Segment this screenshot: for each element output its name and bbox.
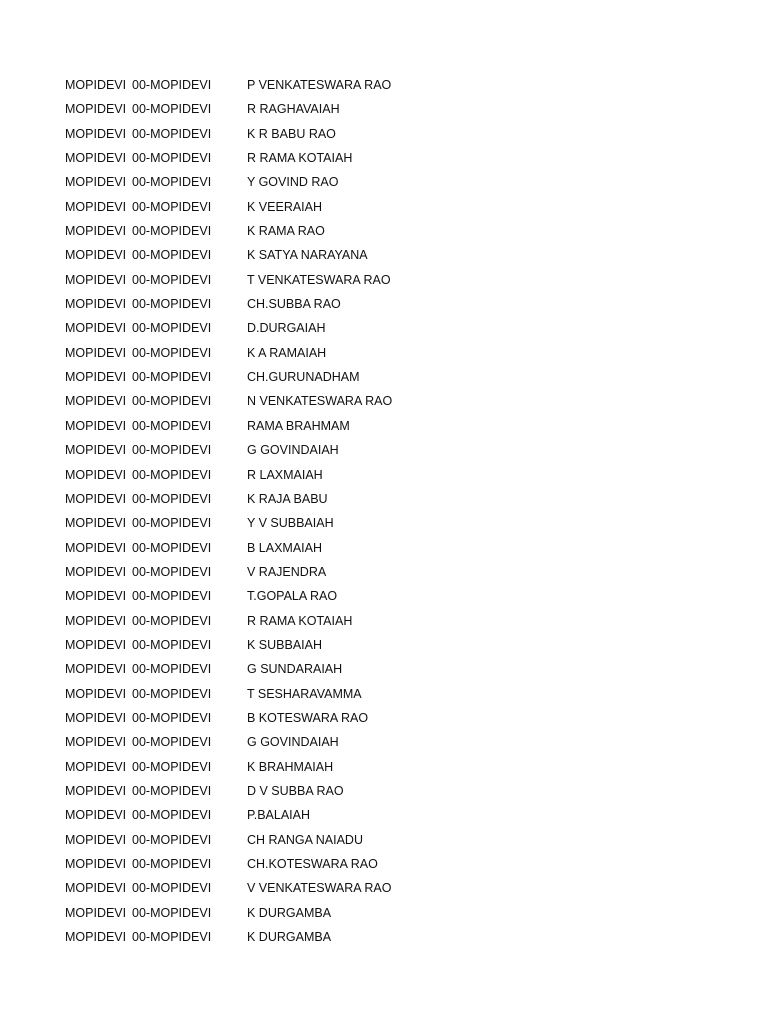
- list-item: [65, 513, 665, 537]
- list-item: [65, 927, 665, 951]
- person-name-cell: B LAXMAIAH: [247, 540, 323, 555]
- person-name-cell: R LAXMAIAH: [247, 467, 323, 482]
- list-item: [65, 294, 665, 318]
- list-item: [65, 586, 665, 610]
- village-cell: 00-MOPIDEVI: [132, 589, 212, 604]
- mandal-cell: MOPIDEVI: [65, 540, 127, 555]
- village-cell: 00-MOPIDEVI: [132, 905, 212, 920]
- person-name-cell: G GOVINDAIAH: [247, 735, 339, 750]
- mandal-cell: MOPIDEVI: [65, 443, 127, 458]
- village-cell: 00-MOPIDEVI: [132, 370, 212, 385]
- person-name-cell: R RAGHAVAIAH: [247, 102, 340, 117]
- mandal-cell: MOPIDEVI: [65, 710, 127, 725]
- mandal-cell: MOPIDEVI: [65, 564, 127, 579]
- person-name-cell: T SESHARAVAMMA: [247, 686, 362, 701]
- mandal-cell: MOPIDEVI: [65, 199, 127, 214]
- mandal-cell: MOPIDEVI: [65, 297, 127, 312]
- village-cell: 00-MOPIDEVI: [132, 224, 212, 239]
- list-item: [65, 99, 665, 123]
- village-cell: 00-MOPIDEVI: [132, 175, 212, 190]
- list-item: [65, 854, 665, 878]
- mandal-cell: MOPIDEVI: [65, 394, 127, 409]
- mandal-cell: MOPIDEVI: [65, 759, 127, 774]
- records-list: [65, 75, 665, 951]
- mandal-cell: MOPIDEVI: [65, 686, 127, 701]
- list-item: [65, 732, 665, 756]
- mandal-cell: MOPIDEVI: [65, 905, 127, 920]
- person-name-cell: K R BABU RAO: [247, 126, 336, 141]
- village-cell: 00-MOPIDEVI: [132, 564, 212, 579]
- list-item: [65, 562, 665, 586]
- list-item: [65, 805, 665, 829]
- village-cell: 00-MOPIDEVI: [132, 759, 212, 774]
- village-cell: 00-MOPIDEVI: [132, 808, 212, 823]
- list-item: [65, 124, 665, 148]
- village-cell: 00-MOPIDEVI: [132, 783, 212, 798]
- mandal-cell: MOPIDEVI: [65, 224, 127, 239]
- mandal-cell: MOPIDEVI: [65, 783, 127, 798]
- list-item: [65, 903, 665, 927]
- person-name-cell: K RAJA BABU: [247, 491, 328, 506]
- mandal-cell: MOPIDEVI: [65, 248, 127, 263]
- person-name-cell: K BRAHMAIAH: [247, 759, 334, 774]
- person-name-cell: CH RANGA NAIADU: [247, 832, 363, 847]
- village-cell: 00-MOPIDEVI: [132, 832, 212, 847]
- list-item: [65, 635, 665, 659]
- person-name-cell: G GOVINDAIAH: [247, 443, 339, 458]
- list-item: [65, 684, 665, 708]
- person-name-cell: K VEERAIAH: [247, 199, 323, 214]
- person-name-cell: K SUBBAIAH: [247, 637, 323, 652]
- person-name-cell: N VENKATESWARA RAO: [247, 394, 393, 409]
- list-item: [65, 416, 665, 440]
- village-cell: 00-MOPIDEVI: [132, 516, 212, 531]
- village-cell: 00-MOPIDEVI: [132, 248, 212, 263]
- village-cell: 00-MOPIDEVI: [132, 345, 212, 360]
- village-cell: 00-MOPIDEVI: [132, 321, 212, 336]
- village-cell: 00-MOPIDEVI: [132, 102, 212, 117]
- list-item: [65, 270, 665, 294]
- village-cell: 00-MOPIDEVI: [132, 930, 212, 945]
- person-name-cell: K A RAMAIAH: [247, 345, 327, 360]
- mandal-cell: MOPIDEVI: [65, 491, 127, 506]
- mandal-cell: MOPIDEVI: [65, 102, 127, 117]
- village-cell: 00-MOPIDEVI: [132, 297, 212, 312]
- person-name-cell: K DURGAMBA: [247, 905, 332, 920]
- list-item: [65, 148, 665, 172]
- village-cell: 00-MOPIDEVI: [132, 394, 212, 409]
- person-name-cell: R RAMA KOTAIAH: [247, 613, 353, 628]
- mandal-cell: MOPIDEVI: [65, 930, 127, 945]
- mandal-cell: MOPIDEVI: [65, 881, 127, 896]
- village-cell: 00-MOPIDEVI: [132, 662, 212, 677]
- list-item: [65, 343, 665, 367]
- person-name-cell: V RAJENDRA: [247, 564, 327, 579]
- mandal-cell: MOPIDEVI: [65, 345, 127, 360]
- village-cell: 00-MOPIDEVI: [132, 881, 212, 896]
- person-name-cell: RAMA BRAHMAM: [247, 418, 350, 433]
- person-name-cell: K DURGAMBA: [247, 930, 332, 945]
- person-name-cell: D V SUBBA RAO: [247, 783, 344, 798]
- mandal-cell: MOPIDEVI: [65, 637, 127, 652]
- mandal-cell: MOPIDEVI: [65, 516, 127, 531]
- mandal-cell: MOPIDEVI: [65, 370, 127, 385]
- person-name-cell: K RAMA RAO: [247, 224, 325, 239]
- mandal-cell: MOPIDEVI: [65, 467, 127, 482]
- list-item: [65, 172, 665, 196]
- village-cell: 00-MOPIDEVI: [132, 735, 212, 750]
- village-cell: 00-MOPIDEVI: [132, 710, 212, 725]
- village-cell: 00-MOPIDEVI: [132, 467, 212, 482]
- person-name-cell: R RAMA KOTAIAH: [247, 151, 353, 166]
- village-cell: 00-MOPIDEVI: [132, 540, 212, 555]
- list-item: [65, 391, 665, 415]
- list-item: [65, 221, 665, 245]
- village-cell: 00-MOPIDEVI: [132, 613, 212, 628]
- mandal-cell: MOPIDEVI: [65, 662, 127, 677]
- person-name-cell: P.BALAIAH: [247, 808, 311, 823]
- person-name-cell: P VENKATESWARA RAO: [247, 78, 392, 92]
- village-cell: 00-MOPIDEVI: [132, 418, 212, 433]
- list-item: [65, 197, 665, 221]
- list-item: [65, 367, 665, 391]
- mandal-cell: MOPIDEVI: [65, 589, 127, 604]
- mandal-cell: MOPIDEVI: [65, 272, 127, 287]
- list-item: [65, 611, 665, 635]
- mandal-cell: MOPIDEVI: [65, 613, 127, 628]
- person-name-cell: Y GOVIND RAO: [247, 175, 339, 190]
- list-item: [65, 465, 665, 489]
- mandal-cell: MOPIDEVI: [65, 808, 127, 823]
- list-item: [65, 878, 665, 902]
- person-name-cell: T.GOPALA RAO: [247, 589, 338, 604]
- person-name-cell: K SATYA NARAYANA: [247, 248, 368, 263]
- mandal-cell: MOPIDEVI: [65, 832, 127, 847]
- mandal-cell: MOPIDEVI: [65, 735, 127, 750]
- village-cell: 00-MOPIDEVI: [132, 272, 212, 287]
- list-item: [65, 538, 665, 562]
- village-cell: 00-MOPIDEVI: [132, 637, 212, 652]
- person-name-cell: CH.KOTESWARA RAO: [247, 857, 378, 871]
- list-item: [65, 318, 665, 342]
- list-item: [65, 708, 665, 732]
- person-name-cell: CH.GURUNADHAM: [247, 370, 360, 385]
- village-cell: 00-MOPIDEVI: [132, 857, 212, 871]
- list-item: [65, 757, 665, 781]
- list-item: [65, 830, 665, 854]
- person-name-cell: CH.SUBBA RAO: [247, 297, 341, 312]
- mandal-cell: MOPIDEVI: [65, 418, 127, 433]
- list-item: [65, 659, 665, 683]
- list-item: [65, 781, 665, 805]
- person-name-cell: D.DURGAIAH: [247, 321, 326, 336]
- village-cell: 00-MOPIDEVI: [132, 686, 212, 701]
- mandal-cell: MOPIDEVI: [65, 126, 127, 141]
- village-cell: 00-MOPIDEVI: [132, 78, 212, 92]
- village-cell: 00-MOPIDEVI: [132, 151, 212, 166]
- person-name-cell: G SUNDARAIAH: [247, 662, 343, 677]
- list-item: [65, 489, 665, 513]
- list-item: [65, 245, 665, 269]
- mandal-cell: MOPIDEVI: [65, 78, 127, 92]
- list-item: [65, 440, 665, 464]
- mandal-cell: MOPIDEVI: [65, 857, 127, 871]
- mandal-cell: MOPIDEVI: [65, 175, 127, 190]
- person-name-cell: T VENKATESWARA RAO: [247, 272, 391, 287]
- village-cell: 00-MOPIDEVI: [132, 126, 212, 141]
- mandal-cell: MOPIDEVI: [65, 321, 127, 336]
- village-cell: 00-MOPIDEVI: [132, 491, 212, 506]
- person-name-cell: B KOTESWARA RAO: [247, 710, 369, 725]
- village-cell: 00-MOPIDEVI: [132, 443, 212, 458]
- village-cell: 00-MOPIDEVI: [132, 199, 212, 214]
- mandal-cell: MOPIDEVI: [65, 151, 127, 166]
- person-name-cell: V VENKATESWARA RAO: [247, 881, 392, 896]
- list-item: [65, 75, 665, 99]
- person-name-cell: Y V SUBBAIAH: [247, 516, 334, 531]
